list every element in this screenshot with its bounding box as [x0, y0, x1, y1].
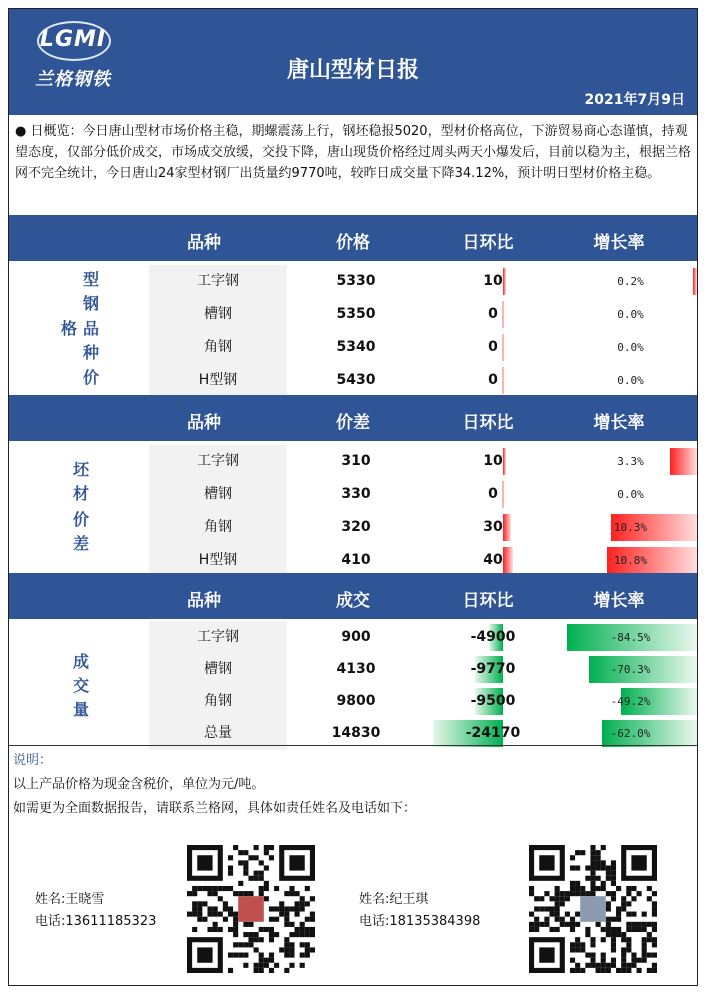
- variety-cell: [149, 653, 287, 686]
- table-row: [9, 298, 697, 331]
- contact-1: [35, 889, 156, 933]
- header-growth-rate: 增长率: [593, 233, 645, 253]
- value-cell: [298, 653, 414, 686]
- variety-cell-text: 总量: [204, 725, 232, 741]
- label-char: 成: [73, 652, 90, 671]
- change-cell-text: -9770: [470, 661, 516, 677]
- price-section-header: [9, 215, 697, 261]
- change-cell-text: 0: [488, 486, 498, 502]
- rate-cell-text: 10.8%: [613, 554, 648, 567]
- contact-name: 姓名:王晓雪: [35, 892, 105, 907]
- value-cell-text: 9800: [336, 693, 376, 709]
- value-cell: [298, 445, 414, 478]
- qr-code: [529, 845, 657, 973]
- value-cell: [298, 331, 414, 364]
- variety-cell-text: 槽钢: [204, 661, 232, 677]
- header-volume: 成交: [336, 591, 370, 611]
- header-variety: 品种: [187, 591, 221, 611]
- spread-section: [9, 441, 697, 573]
- value-cell-text: 5330: [336, 273, 376, 289]
- variety-cell-text: 工字钢: [197, 629, 239, 645]
- table-row: [9, 685, 697, 718]
- variety-cell-text: H型钢: [198, 372, 238, 388]
- rate-bar: [670, 448, 698, 475]
- change-cell: [433, 298, 553, 331]
- variety-cell: [149, 364, 287, 397]
- variety-cell: [149, 621, 287, 654]
- change-cell: [433, 364, 553, 397]
- value-cell-text: 320: [341, 519, 371, 535]
- rate-bar: [693, 268, 697, 295]
- change-cell-text: 0: [488, 372, 498, 388]
- bullet-icon: ●: [15, 124, 27, 139]
- contact-phone: 电话:13611185323: [35, 914, 157, 929]
- header-growth-rate: 增长率: [593, 591, 645, 611]
- label-char: 价: [83, 368, 100, 387]
- report-header: [9, 9, 697, 115]
- report-title: 唐山型材日报: [286, 58, 419, 83]
- variety-cell: [149, 331, 287, 364]
- contact-name: 姓名:纪王琪: [359, 892, 429, 907]
- change-bar: [503, 448, 506, 475]
- table-row: [9, 364, 697, 397]
- label-char: 差: [73, 534, 90, 553]
- contact-phone: 电话:18135384398: [359, 914, 481, 929]
- change-cell-text: -9500: [470, 693, 516, 709]
- value-cell-text: 5350: [336, 306, 376, 322]
- label-char: 格: [61, 319, 78, 338]
- change-bar: [503, 547, 513, 574]
- value-cell: [298, 298, 414, 331]
- value-cell-text: 310: [341, 453, 371, 469]
- label-char: 量: [73, 700, 90, 719]
- header-daily-change: 日环比: [462, 233, 514, 253]
- value-cell-text: 14830: [331, 725, 381, 741]
- rate-cell-text: 0.0%: [617, 488, 644, 501]
- change-cell-text: 10: [483, 273, 503, 289]
- variety-cell-text: 工字钢: [197, 453, 239, 469]
- table-row: [9, 331, 697, 364]
- change-bar: [502, 334, 504, 361]
- rate-cell-text: 0.2%: [617, 275, 644, 288]
- rate-cell-text: -70.3%: [610, 663, 651, 676]
- label-char: 坯: [73, 460, 90, 479]
- logo-chinese-name: 兰格钢铁: [35, 69, 111, 90]
- header-price: 价格: [336, 233, 370, 253]
- header-variety: 品种: [187, 233, 221, 253]
- change-bar: [502, 367, 504, 394]
- change-bar: [502, 481, 504, 508]
- label-char: 钢: [83, 294, 100, 313]
- header-spread: 价差: [336, 413, 370, 433]
- value-cell: [298, 478, 414, 511]
- header-variety: 品种: [187, 413, 221, 433]
- volume-section-header: [9, 573, 697, 619]
- change-bar: [502, 301, 504, 328]
- table-row: [9, 653, 697, 686]
- header-growth-rate: 增长率: [593, 413, 645, 433]
- value-cell-text: 4130: [336, 661, 376, 677]
- change-cell: [433, 265, 553, 298]
- change-cell-text: 10: [483, 453, 503, 469]
- rate-cell-text: -62.0%: [610, 727, 651, 740]
- variety-cell: [149, 445, 287, 478]
- table-row: [9, 511, 697, 544]
- label-char: 种: [83, 343, 100, 362]
- table-row: [9, 265, 697, 298]
- rate-cell: [564, 653, 697, 686]
- change-cell-text: 30: [483, 519, 503, 535]
- value-cell: [298, 685, 414, 718]
- variety-cell-text: 槽钢: [204, 306, 232, 322]
- rate-cell-text: -49.2%: [610, 695, 651, 708]
- volume-section: [9, 619, 697, 745]
- label-char: 品: [83, 319, 100, 338]
- change-cell-text: 0: [488, 339, 498, 355]
- report-date: 2021年7月9日: [584, 92, 685, 108]
- daily-overview: [9, 115, 697, 215]
- change-cell: [433, 445, 553, 478]
- rate-cell: [564, 298, 697, 331]
- rate-cell-text: 10.3%: [613, 521, 648, 534]
- value-cell-text: 900: [341, 629, 371, 645]
- rate-cell-text: 3.3%: [617, 455, 644, 468]
- note-title: 说明：: [13, 753, 53, 768]
- change-cell-text: 0: [488, 306, 498, 322]
- rate-cell: [564, 685, 697, 718]
- variety-cell: [149, 298, 287, 331]
- variety-cell-text: 角钢: [204, 693, 232, 709]
- header-daily-change: 日环比: [462, 591, 514, 611]
- value-cell: [298, 511, 414, 544]
- rate-cell-text: 0.0%: [617, 308, 644, 321]
- qr-code: [187, 845, 315, 973]
- change-cell-text: -4900: [470, 629, 516, 645]
- value-cell-text: 5340: [336, 339, 376, 355]
- value-cell: [298, 621, 414, 654]
- change-bar: [503, 268, 506, 295]
- value-cell: [298, 364, 414, 397]
- table-row: [9, 445, 697, 478]
- change-cell: [433, 653, 553, 686]
- change-cell-text: -24170: [465, 725, 521, 741]
- overview-text: 日概览：今日唐山型材市场价格主稳，期螺震荡上行，钢坯稳报5020，型材价格高位，下游贸易商心态谨慎，持观望态度，仅部分低价成交，市场成交放缓，交投下降，唐山现货价格经过周头两天小爆发后，目前以稳为主，根据兰格网不完全统计，今日唐山24家型材钢厂出货量约9770吨，较昨日成交量下降34.12%，预计明日型材价格主稳。: [15, 124, 692, 181]
- variety-cell: [149, 511, 287, 544]
- rate-cell: [564, 621, 697, 654]
- header-daily-change: 日环比: [462, 413, 514, 433]
- variety-cell: [149, 478, 287, 511]
- rate-cell-text: -84.5%: [610, 631, 651, 644]
- label-char: 交: [73, 676, 90, 695]
- rate-cell: [564, 511, 697, 544]
- label-char: 价: [73, 510, 90, 529]
- contact-2: [359, 889, 480, 933]
- value-cell-text: 410: [341, 552, 371, 568]
- price-section: [9, 261, 697, 395]
- variety-cell-text: 角钢: [204, 519, 232, 535]
- variety-cell: [149, 265, 287, 298]
- spread-section-header: [9, 395, 697, 441]
- value-cell: [298, 265, 414, 298]
- table-row: [9, 621, 697, 654]
- rate-cell: [564, 364, 697, 397]
- rate-cell: [564, 331, 697, 364]
- value-cell-text: 330: [341, 486, 371, 502]
- label-char: 型: [83, 270, 100, 289]
- logo-text: LGMI: [39, 27, 107, 52]
- change-cell: [433, 621, 553, 654]
- table-row: [9, 478, 697, 511]
- change-cell: [433, 478, 553, 511]
- rate-cell-text: 0.0%: [617, 374, 644, 387]
- rate-cell-text: 0.0%: [617, 341, 644, 354]
- label-char: 材: [73, 484, 90, 503]
- report-frame: [8, 8, 698, 986]
- variety-cell-text: 槽钢: [204, 486, 232, 502]
- value-cell-text: 5430: [336, 372, 376, 388]
- rate-cell: [564, 445, 697, 478]
- change-cell: [433, 685, 553, 718]
- variety-cell-text: H型钢: [198, 552, 238, 568]
- variety-cell-text: 工字钢: [197, 273, 239, 289]
- note-contact: 如需更为全面数据报告，请联系兰格网，具体如责任姓名及电话如下：: [13, 801, 417, 816]
- variety-cell: [149, 685, 287, 718]
- change-bar: [503, 514, 511, 541]
- report-footer: [9, 745, 697, 985]
- change-cell: [433, 331, 553, 364]
- rate-cell: [564, 265, 697, 298]
- rate-cell: [564, 478, 697, 511]
- note-price-unit: 以上产品价格为现金含税价，单位为元/吨。: [13, 777, 265, 792]
- change-cell: [433, 511, 553, 544]
- change-cell-text: 40: [483, 552, 503, 568]
- variety-cell-text: 角钢: [204, 339, 232, 355]
